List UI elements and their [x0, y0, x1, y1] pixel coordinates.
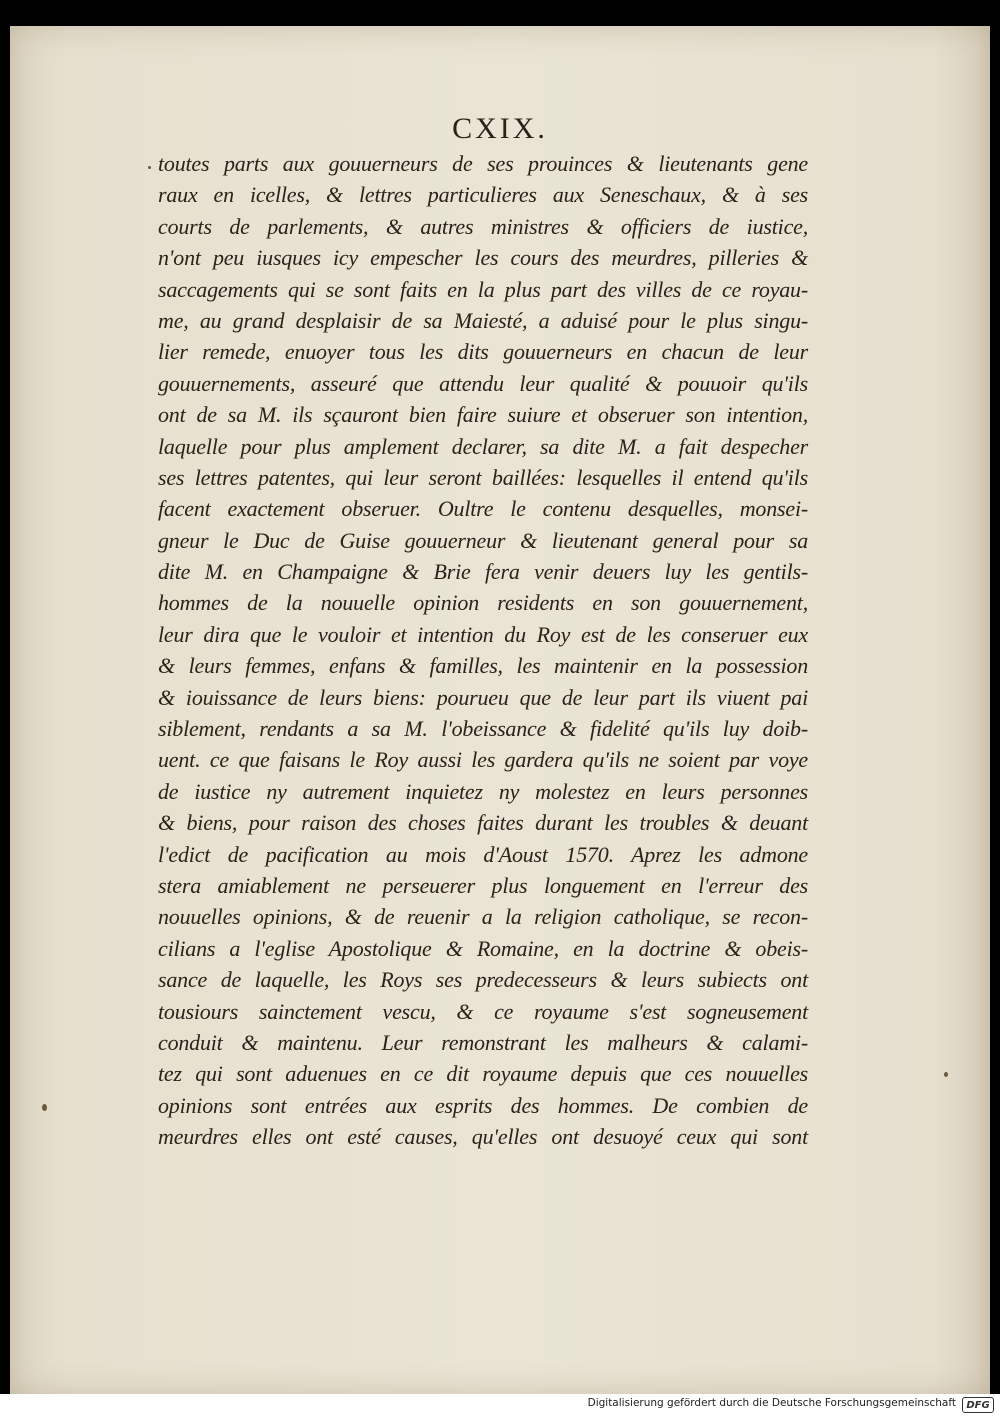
text-line: laquelle pour plus amplement declarer, sa dite M. a fait despecher — [158, 433, 808, 459]
text-line: ont de sa M. ils sçauront bien faire suiure et obseruer son intention, — [158, 402, 808, 428]
page-number: CXIX. — [452, 112, 548, 145]
paper-speck — [944, 1072, 948, 1077]
text-line: de iustice ny autrement inquietez ny molestez en leurs personnes — [158, 778, 808, 804]
text-line: uent. ce que faisans le Roy aussi les gardera qu'ils ne soient par voye — [158, 747, 808, 773]
text-line: nouuelles opinions, & de reuenir a la religion catholique, se recon- — [158, 904, 808, 930]
text-line: hommes de la nouuelle opinion residents en son gouuernement, — [158, 590, 808, 616]
text-line: opinions sont entrées aux esprits des hommes. De combien de — [158, 1092, 808, 1118]
page-text — [158, 148, 808, 1153]
text-line: facent exactement obseruer. Oultre le contenu desquelles, monsei- — [158, 496, 808, 522]
text-line: raux en icelles, & lettres particulieres aux Seneschaux, & à ses — [158, 182, 808, 208]
dfg-logo: DFG — [962, 1397, 994, 1413]
text-line: siblement, rendants a sa M. l'obeissance & fidelité qu'ils luy doib- — [158, 716, 808, 742]
text-line: gneur le Duc de Guise gouuerneur & lieutenant general pour sa — [158, 527, 808, 553]
text-line: & biens, pour raison des choses faites durant les troubles & deuant — [158, 810, 808, 836]
text-line: sance de laquelle, les Roys ses predecesseurs & leurs subiects ont — [158, 967, 808, 993]
book-page — [10, 26, 990, 1394]
text-line: tousiours sainctement vescu, & ce royaume s'est sogneusement — [158, 998, 808, 1024]
paper-speck — [42, 1104, 47, 1111]
text-line: l'edict de pacification au mois d'Aoust 1570. Aprez les admone — [158, 841, 808, 867]
text-line: saccagements qui se sont faits en la plus part des villes de ce royau- — [158, 276, 808, 302]
text-line: conduit & maintenu. Leur remonstrant les malheurs & calami- — [158, 1029, 808, 1055]
text-line: n'ont peu iusques icy empescher les cours des meurdres, pilleries & — [158, 245, 808, 271]
text-line: ses lettres patentes, qui leur seront baillées: lesquelles il entend qu'ils — [158, 464, 808, 490]
text-line: gouuernements, asseuré que attendu leur qualité & pouuoir qu'ils — [158, 370, 808, 396]
text-line: toutes parts aux gouuerneurs de ses prouinces & lieutenants gene — [158, 151, 808, 176]
text-line: tez qui sont aduenues en ce dit royaume depuis que ces nouuelles — [158, 1061, 808, 1087]
text-line: lier remede, enuoyer tous les dits gouuerneurs en chacun de leur — [158, 339, 808, 365]
text-line: & iouissance de leurs biens: pourueu que de leur part ils viuent pai — [158, 684, 808, 710]
funding-credit: Digitalisierung gefördert durch die Deutsche Forschungsgemeinschaft — [587, 1397, 956, 1409]
text-line: & leurs femmes, enfans & familles, les maintenir en la possession — [158, 653, 808, 679]
footer-bar — [0, 1394, 1000, 1416]
text-line: me, au grand desplaisir de sa Maiesté, a aduisé pour le plus singu- — [158, 307, 808, 333]
text-line: courts de parlements, & autres ministres & officiers de iustice, — [158, 213, 808, 239]
text-line: cilians a l'eglise Apostolique & Romaine, en la doctrine & obeis- — [158, 935, 808, 961]
text-line: stera amiablement ne perseuerer plus longuement en l'erreur des — [158, 872, 808, 898]
text-line: leur dira que le vouloir et intention du Roy est de les conseruer eux — [158, 621, 808, 647]
text-line: meurdres elles ont esté causes, qu'elles ont desuoyé ceux qui sont — [158, 1124, 808, 1150]
paper-speck — [148, 166, 151, 169]
text-line: dite M. en Champaigne & Brie fera venir deuers luy les gentils- — [158, 559, 808, 585]
